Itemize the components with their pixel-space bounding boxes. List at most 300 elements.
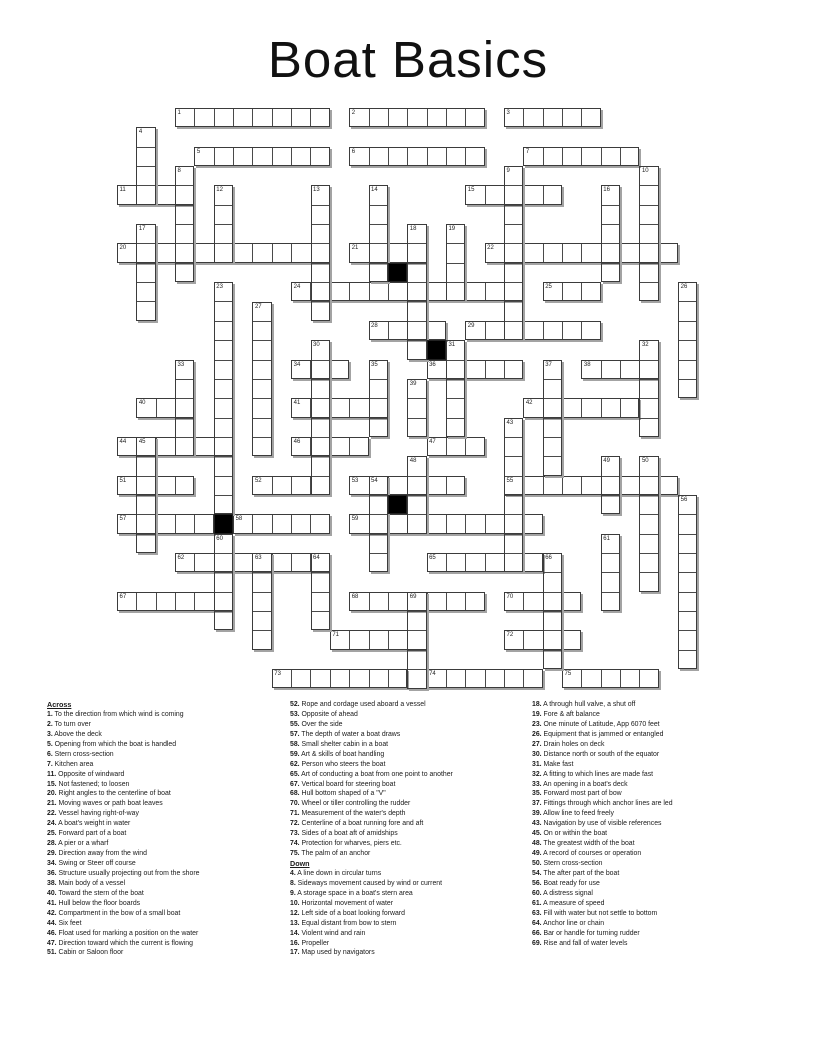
cell-divider <box>291 554 292 571</box>
clue-item: 59. Art & skills of boat handling <box>290 750 385 758</box>
clue-number: 25 <box>545 284 552 291</box>
word-54-down[interactable] <box>369 476 388 573</box>
cell-divider <box>156 515 157 532</box>
clue-item: 38. Main body of a vessel <box>47 879 126 887</box>
cell-divider <box>330 399 331 416</box>
clue-number: 51 <box>119 477 127 484</box>
cell-divider <box>523 322 524 339</box>
cell-divider <box>544 456 561 457</box>
cell-divider <box>408 301 425 302</box>
cell-divider <box>505 456 522 457</box>
clue-number: 29 <box>467 322 475 329</box>
cell-divider <box>272 515 273 532</box>
cell-divider <box>543 109 544 126</box>
word-10-down[interactable] <box>639 166 658 301</box>
clue-number: 36 <box>429 361 436 368</box>
cell-divider <box>447 360 464 361</box>
cell-divider <box>137 495 154 496</box>
cell-divider <box>233 244 234 261</box>
cell-divider <box>640 514 657 515</box>
clue-number: 23 <box>216 284 223 291</box>
cell-divider <box>679 630 696 631</box>
clue-number: 24 <box>293 284 301 291</box>
cell-divider <box>427 477 428 494</box>
cell-divider <box>408 514 425 515</box>
word-27-down[interactable] <box>252 302 271 457</box>
word-60-down[interactable] <box>214 534 233 631</box>
clue-item: 16. Propeller <box>290 939 330 947</box>
cell-divider <box>312 301 329 302</box>
word-16-down[interactable] <box>601 185 620 282</box>
cell-divider <box>310 515 311 532</box>
cell-divider <box>291 515 292 532</box>
cell-divider <box>233 554 234 571</box>
cell-divider <box>176 263 193 264</box>
cell-divider <box>446 477 447 494</box>
cell-divider <box>620 670 621 687</box>
cell-divider <box>505 495 522 496</box>
cell-divider <box>175 515 176 532</box>
cell-divider <box>215 476 232 477</box>
cell-divider <box>312 379 329 380</box>
cell-divider <box>679 360 696 361</box>
word-13-down[interactable] <box>311 185 330 320</box>
black-cell <box>388 263 407 282</box>
cell-divider <box>505 553 522 554</box>
word-1-across[interactable] <box>175 108 330 127</box>
clue-number: 8 <box>177 168 181 175</box>
black-cell <box>427 340 446 359</box>
word-4-down[interactable] <box>136 127 155 204</box>
clue-item: 27. Drain holes on deck <box>532 740 605 748</box>
word-23-down[interactable] <box>214 282 233 514</box>
clue-item: 20. Right angles to the centerline of boat <box>47 790 171 798</box>
cell-divider <box>272 148 273 165</box>
cell-divider <box>370 224 387 225</box>
cell-divider <box>602 224 619 225</box>
cell-divider <box>446 593 447 610</box>
cell-divider <box>408 398 425 399</box>
cell-divider <box>215 243 232 244</box>
cell-divider <box>156 593 157 610</box>
word-66-down[interactable] <box>543 553 562 669</box>
cell-divider <box>252 244 253 261</box>
cell-divider <box>620 244 621 261</box>
cell-divider <box>215 592 232 593</box>
cell-divider <box>505 534 522 535</box>
cell-divider <box>679 592 696 593</box>
cell-divider <box>544 572 561 573</box>
cell-divider <box>465 670 466 687</box>
cell-divider <box>562 322 563 339</box>
cell-divider <box>370 379 387 380</box>
clue-item: 44. Six feet <box>47 919 82 927</box>
cell-divider <box>215 553 232 554</box>
clue-number: 45 <box>138 438 146 445</box>
cell-divider <box>156 244 157 261</box>
cell-divider <box>291 244 292 261</box>
clue-number: 2 <box>351 110 356 116</box>
clue-item: 60. A distress signal <box>532 889 593 897</box>
cell-divider <box>310 670 311 687</box>
clue-item: 56. Boat ready for use <box>532 879 600 887</box>
cell-divider <box>312 263 329 264</box>
cell-divider <box>465 515 466 532</box>
cell-divider <box>215 495 232 496</box>
cell-divider <box>504 670 505 687</box>
clue-item: 34. Swing or Steer off course <box>47 860 136 867</box>
cell-divider <box>505 282 522 283</box>
across-down-clues-column <box>290 700 528 958</box>
clue-item: 45. On or within the boat <box>532 830 608 838</box>
cell-divider <box>137 534 154 535</box>
word-9-down[interactable] <box>504 166 523 340</box>
word-56-down[interactable] <box>678 495 697 669</box>
cell-divider <box>215 398 232 399</box>
cell-divider <box>523 244 524 261</box>
cell-divider <box>215 340 232 341</box>
clue-number: 44 <box>119 438 127 445</box>
clue-number: 1 <box>177 110 181 116</box>
cell-divider <box>194 515 195 532</box>
word-48-down[interactable] <box>407 456 426 533</box>
clue-item: 51. Cabin or Saloon floor <box>47 949 124 957</box>
cell-divider <box>543 186 544 203</box>
cell-divider <box>485 283 486 300</box>
cell-divider <box>137 456 154 457</box>
cell-divider <box>253 418 270 419</box>
clue-number: 74 <box>429 671 436 678</box>
cell-divider <box>370 418 387 419</box>
cell-divider <box>272 244 273 261</box>
cell-divider <box>194 438 195 455</box>
cell-divider <box>215 301 232 302</box>
cell-divider <box>214 109 215 126</box>
clue-number: 41 <box>293 400 301 407</box>
cell-divider <box>370 263 387 264</box>
cell-divider <box>137 185 154 186</box>
word-43-down[interactable] <box>504 418 523 573</box>
clue-number: 59 <box>351 516 359 523</box>
clue-item: 46. Float used for marking a position on the water <box>47 929 199 937</box>
cell-divider <box>581 322 582 339</box>
word-33-down[interactable] <box>175 360 194 457</box>
cell-divider <box>137 166 154 167</box>
clue-number: 63 <box>254 555 262 562</box>
cell-divider <box>137 514 154 515</box>
cell-divider <box>369 283 370 300</box>
word-30-down[interactable] <box>311 340 330 495</box>
cell-divider <box>505 243 522 244</box>
clue-number: 13 <box>313 187 320 194</box>
cell-divider <box>640 243 657 244</box>
word-18-down[interactable] <box>407 224 426 359</box>
clue-number: 14 <box>371 187 378 194</box>
word-8-down[interactable] <box>175 166 194 282</box>
clue-item: 12. Left side of a boat looking forward <box>290 909 405 917</box>
cell-divider <box>253 611 270 612</box>
clue-number: 53 <box>351 477 359 484</box>
word-50-down[interactable] <box>639 456 658 591</box>
cell-divider <box>543 322 544 339</box>
cell-divider <box>408 650 425 651</box>
cell-divider <box>602 205 619 206</box>
cell-divider <box>312 592 329 593</box>
cell-divider <box>233 109 234 126</box>
cell-divider <box>388 148 389 165</box>
cell-divider <box>194 244 195 261</box>
clue-number: 52 <box>254 477 262 484</box>
clue-number: 7 <box>525 148 530 155</box>
clue-number: 47 <box>429 438 436 445</box>
cell-divider <box>408 282 425 283</box>
cell-divider <box>312 456 329 457</box>
cell-divider <box>523 515 524 532</box>
cell-divider <box>544 379 561 380</box>
clue-number: 69 <box>409 593 417 600</box>
cell-divider <box>505 514 522 515</box>
clue-item: 73. Sides of a boat aft of amidships <box>290 830 398 838</box>
word-63-down[interactable] <box>252 553 271 650</box>
word-45-down[interactable] <box>136 437 155 553</box>
clue-number: 4 <box>138 129 143 136</box>
cell-divider <box>388 109 389 126</box>
cell-divider <box>388 283 389 300</box>
clue-number: 40 <box>138 400 146 407</box>
clue-number: 64 <box>313 555 320 562</box>
cell-divider <box>349 438 350 455</box>
clue-number: 17 <box>138 226 146 233</box>
cell-divider <box>505 301 522 302</box>
clue-item: 15. Not fastened; to loosen <box>47 780 130 788</box>
word-14-down[interactable] <box>369 185 388 282</box>
clue-item: 35. Forward most part of bow <box>532 790 622 798</box>
clue-item: 54. The after part of the boat <box>532 869 620 877</box>
clue-number: 54 <box>371 477 378 484</box>
clue-number: 19 <box>448 226 456 233</box>
cell-divider <box>602 592 619 593</box>
cell-divider <box>485 515 486 532</box>
cell-divider <box>291 477 292 494</box>
clue-item: 22. Vessel having right-of-way <box>47 810 139 818</box>
cell-divider <box>370 553 387 554</box>
cell-divider <box>137 147 154 148</box>
word-69-down[interactable] <box>407 592 426 689</box>
cell-divider <box>253 398 270 399</box>
cell-divider <box>194 593 195 610</box>
cell-divider <box>640 398 657 399</box>
cell-divider <box>679 534 696 535</box>
cell-divider <box>504 361 505 378</box>
black-cell <box>214 514 233 533</box>
word-64-down[interactable] <box>311 553 330 630</box>
cell-divider <box>312 243 329 244</box>
cell-divider <box>679 321 696 322</box>
word-32-down[interactable] <box>639 340 658 437</box>
clue-item: 3. Above the deck <box>47 730 102 738</box>
cell-divider <box>679 611 696 612</box>
clue-item: 63. Fill with water but not settle to bottom <box>532 909 658 917</box>
cell-divider <box>427 283 428 300</box>
cell-divider <box>562 631 563 648</box>
cell-divider <box>370 243 387 244</box>
clue-number: 12 <box>216 187 223 194</box>
clue-number: 3 <box>506 110 510 116</box>
word-17-down[interactable] <box>136 224 155 321</box>
clue-number: 57 <box>119 516 127 523</box>
clue-number: 10 <box>641 168 649 175</box>
clue-item: 74. Protection for wharves, piers etc. <box>290 840 402 848</box>
cell-divider <box>581 148 582 165</box>
word-37-down[interactable] <box>543 360 562 476</box>
cell-divider <box>408 476 425 477</box>
clue-item: 49. A record of courses or operation <box>532 850 642 858</box>
cell-divider <box>312 360 329 361</box>
clue-number: 58 <box>235 516 243 523</box>
cell-divider <box>156 477 157 494</box>
cell-divider <box>312 437 329 438</box>
clue-number: 11 <box>119 187 126 194</box>
clue-number: 22 <box>487 245 494 252</box>
cell-divider <box>640 553 657 554</box>
cell-divider <box>312 398 329 399</box>
cell-divider <box>330 361 331 378</box>
cell-divider <box>640 185 657 186</box>
clue-number: 67 <box>119 593 127 600</box>
clue-item: 36. Structure usually projecting out from the shore <box>47 869 200 877</box>
cell-divider <box>544 398 561 399</box>
clue-number: 37 <box>545 361 552 368</box>
cell-divider <box>388 244 389 261</box>
cell-divider <box>620 477 621 494</box>
cell-divider <box>408 340 425 341</box>
cell-divider <box>602 476 619 477</box>
clue-item: 72. Centerline of a boat running fore and aft <box>290 820 424 828</box>
clue-item: 31. Make fast <box>532 760 574 768</box>
word-35-down[interactable] <box>369 360 388 437</box>
clue-item: 30. Distance north or south of the equator <box>532 750 660 758</box>
cell-divider <box>581 399 582 416</box>
cell-divider <box>562 148 563 165</box>
cell-divider <box>602 572 619 573</box>
clue-item: 28. A pier or a wharf <box>47 840 109 848</box>
cell-divider <box>601 148 602 165</box>
cell-divider <box>485 670 486 687</box>
clue-number: 9 <box>506 168 510 175</box>
clue-item: 7. Kitchen area <box>47 760 94 768</box>
cell-divider <box>562 399 563 416</box>
word-19-down[interactable] <box>446 224 465 301</box>
clue-item: 18. A through hull valve, a shut off <box>532 701 636 708</box>
cell-divider <box>640 534 657 535</box>
cell-divider <box>581 283 582 300</box>
cell-divider <box>640 360 657 361</box>
word-31-down[interactable] <box>446 340 465 437</box>
cell-divider <box>447 379 464 380</box>
cell-divider <box>388 515 389 532</box>
cell-divider <box>543 477 544 494</box>
cell-divider <box>640 572 657 573</box>
cell-divider <box>312 476 329 477</box>
clue-item: 21. Moving waves or path boat leaves <box>47 800 163 808</box>
clue-item: 10. Horizontal movement of water <box>290 899 394 907</box>
black-cell <box>388 495 407 514</box>
cell-divider <box>369 631 370 648</box>
cell-divider <box>544 592 561 593</box>
cell-divider <box>659 477 660 494</box>
cell-divider <box>485 361 486 378</box>
clue-number: 16 <box>603 187 610 194</box>
clue-item: 19. Fore & aft balance <box>532 710 600 718</box>
clue-item: 50. Stern cross-section <box>532 860 603 867</box>
clue-item: 8. Sideways movement caused by wind or current <box>290 879 443 887</box>
clue-number: 30 <box>313 342 320 349</box>
cell-divider <box>465 148 466 165</box>
cell-divider <box>388 593 389 610</box>
cell-divider <box>505 224 522 225</box>
cell-divider <box>465 438 466 455</box>
cell-divider <box>137 282 154 283</box>
clue-item: 69. Rise and fall of water levels <box>532 939 628 947</box>
cell-divider <box>253 321 270 322</box>
cell-divider <box>370 495 387 496</box>
cell-divider <box>176 243 193 244</box>
cell-divider <box>215 205 232 206</box>
word-61-down[interactable] <box>601 534 620 611</box>
cell-divider <box>408 669 425 670</box>
word-26-down[interactable] <box>678 282 697 398</box>
cell-divider <box>137 476 154 477</box>
cell-divider <box>562 109 563 126</box>
cell-divider <box>330 283 331 300</box>
cell-divider <box>215 456 232 457</box>
cell-divider <box>215 418 232 419</box>
clue-item: 64. Anchor line or chain <box>532 919 605 927</box>
clue-item: 1. To the direction from which wind is coming <box>47 710 184 718</box>
cell-divider <box>505 476 522 477</box>
cell-divider <box>370 205 387 206</box>
clue-number: 42 <box>525 400 533 407</box>
cell-divider <box>640 263 657 264</box>
cell-divider <box>215 360 232 361</box>
clue-number: 26 <box>680 284 688 291</box>
cell-divider <box>544 630 561 631</box>
cell-divider <box>176 398 193 399</box>
word-12-down[interactable] <box>214 185 233 262</box>
clue-number: 18 <box>409 226 417 233</box>
cell-divider <box>562 244 563 261</box>
clue-item: 26. Equipment that is jammed or entangled <box>532 730 664 738</box>
cell-divider <box>679 553 696 554</box>
cell-divider <box>253 379 270 380</box>
clue-number: 75 <box>564 671 572 678</box>
cell-divider <box>465 283 466 300</box>
cell-divider <box>447 243 464 244</box>
cell-divider <box>253 340 270 341</box>
cell-divider <box>679 514 696 515</box>
clue-list-header: Down <box>290 859 310 868</box>
clue-number: 21 <box>351 245 359 252</box>
clue-number: 71 <box>332 632 340 639</box>
cell-divider <box>330 670 331 687</box>
cell-divider <box>602 553 619 554</box>
clue-number: 62 <box>177 555 185 562</box>
clue-item: 43. Navigation by use of visible references <box>532 820 662 828</box>
clue-item: 66. Bar or handle for turning rudder <box>532 929 640 937</box>
cell-divider <box>447 263 464 264</box>
clue-item: 70. Wheel or tiller controlling the rudder <box>290 800 411 808</box>
cell-divider <box>310 148 311 165</box>
